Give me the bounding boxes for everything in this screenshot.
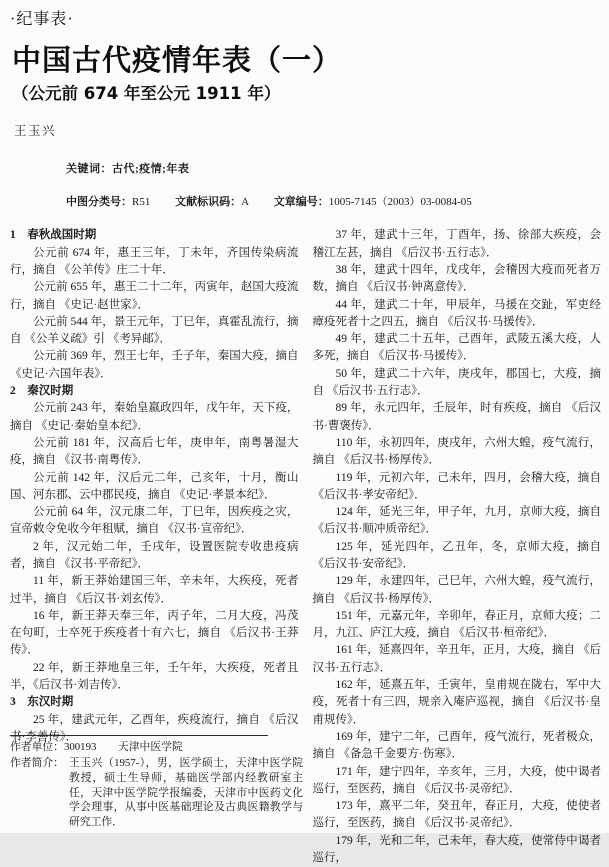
timeline-entry: 44 年，建武二十年，甲辰年，马援在交趾，军吏经瘴疫死者十之四五，摘自 《后汉书·马援传》． xyxy=(312,298,601,328)
timeline-entry: 公元前 243 年，秦始皇嬴政四年，戊午年，天下疫，摘自 《史记·秦始皇本纪》． xyxy=(10,402,299,432)
clc-group xyxy=(66,196,150,208)
timeline-entry: 110 年，永初四年，庚戌年，六州大蝗，疫气流行，摘自 《后汉书·杨厚传》． xyxy=(312,436,601,467)
section-heading: 3 东汉时期 xyxy=(10,696,74,709)
article-id-label: 文章编号： xyxy=(273,196,329,209)
timeline-entry: 161 年，延熹四年，辛丑年，正月，大疫，摘自 《后汉书·五行志》． xyxy=(312,644,601,674)
timeline-entry: 37 年，建武十三年，丁酉年，扬、徐部大疾疫，会稽江左甚，摘自 《后汉书·五行志》． xyxy=(312,229,601,259)
footnote-rule xyxy=(10,735,268,736)
timeline-entry: 179 年，光和二年，己未年，春大疫，使常侍中谒者巡行， xyxy=(312,834,601,865)
timeline-entry: 119 年，元初六年，己未年，四月，会稽大疫，摘自 《后汉书·孝安帝纪》． xyxy=(312,471,601,501)
timeline-entry: 公元前 655 年，惠王二十二年，丙寅年，赵国大疫流行，摘自 《史记·赵世家》． xyxy=(10,281,299,311)
timeline-entry: 公元前 544 年，景王元年，丁巳年，真霍乱流行，摘自 《公羊义疏》引 《考异邮》． xyxy=(10,315,299,346)
timeline-entry: 124 年，延光三年，甲子年，九月，京师大疫，摘自 《后汉书·顺冲质帝纪》． xyxy=(312,506,601,536)
category-mark: ·纪事表· xyxy=(10,11,74,28)
timeline-entry: 50 年，建武二十六年，庚戌年，郡国七，大疫，摘自 《后汉书·五行志》． xyxy=(312,367,601,398)
right-column xyxy=(313,227,602,867)
first-page-footnote xyxy=(10,735,303,830)
timeline-entry: 162 年，延熹五年，壬寅年，皇甫规在陇右，军中大疫，死者十有三四，规亲入庵庐巡视，摘自 《后汉书·皇甫规传》． xyxy=(312,679,601,726)
author-affiliation-line xyxy=(10,740,303,755)
timeline-entry: 公元前 674 年，惠王三年，丁未年，齐国传染病流行，摘自 《公羊传》庄二十年． xyxy=(10,246,299,276)
doc-code-group xyxy=(175,196,249,208)
timeline-entry: 11 年，新王莽始建国三年，辛未年，大疾疫，死者过半，摘自 《后汉书·刘玄传》． xyxy=(10,575,299,605)
affiliation-label: 作者单位： xyxy=(10,741,64,754)
timeline-entry: 38 年，建武十四年，戊戌年，会稽因大疫而死者万数，摘自 《后汉书·钟离意传》． xyxy=(312,263,601,294)
clc-value: R51 xyxy=(132,196,151,209)
timeline-entry: 16 年，新王莽天奉三年，丙子年，二月大疫，冯茂在句町，士卒死于疾疫者十有六七，摘自 《后汉书·王莽传》． xyxy=(10,609,299,657)
article-meta-line xyxy=(66,193,601,209)
keywords-line xyxy=(66,160,601,176)
author-bio-line xyxy=(10,756,303,830)
article-id-value: 1005-7145（2003）03-0084-05 xyxy=(328,196,472,209)
section-heading: 2 秦汉时期 xyxy=(10,385,74,398)
timeline-entry: 22 年，新王莽地皇三年，壬午年，大疾疫，死者且半，《后汉书·刘吉传》． xyxy=(10,661,299,692)
timeline-entry: 173 年，熹平二年，癸丑年，春正月，大疫，使使者巡行，至医药，摘自 《后汉书·灵帝纪》． xyxy=(312,800,601,830)
clc-label: 中图分类号： xyxy=(66,196,132,209)
section-heading: 1 春秋战国时期 xyxy=(10,229,97,242)
article-title: 中国古代疫情年表（一） xyxy=(12,43,343,77)
timeline-entry: 129 年，永建四年，己巳年，六州大蝗，疫气流行，摘自 《后汉书·杨厚传》． xyxy=(312,575,601,605)
timeline-entry: 公元前 64 年，汉元康二年，丁巳年，因疾疫之灾，宣帝敕令免收今年租赋，摘自 《汉书·宣帝纪》． xyxy=(10,506,299,536)
timeline-entry: 公元前 142 年，汉后元二年，己亥年，十月，衡山国、河东郡、云中郡民疫，摘自 《史记·孝景本纪》． xyxy=(10,471,299,501)
bio-label: 作者简介： xyxy=(10,757,64,770)
timeline-entry: 49 年，建武二十五年，己酉年，武陵五溪大疫，人多死，摘自 《后汉书·马援传》． xyxy=(312,333,601,363)
bio-value: 王玉兴（1957-），男，医学硕士，天津中医学院教授，硕士生导师，基础医学部内经教研室主任，天津中医学院学报编委，天津市中医药文化学会理事，从事中医基础理论及古典医籍教学与研究工作． xyxy=(69,757,303,829)
timeline-entry: 公元前 181 年，汉高后七年，庚申年，南粤暑湿大疫，摘自 《汉书·南粤传》． xyxy=(10,436,299,467)
timeline-entry: 169 年，建宁二年，己酉年，疫气流行，死者极众，摘自 《备急千金要方·伤寒》． xyxy=(312,730,601,761)
doc-code-value: A xyxy=(241,196,250,209)
affiliation-value: 300193 天津中医学院 xyxy=(63,741,183,754)
article-id-group xyxy=(274,196,472,208)
keywords-value: 古代;疫情;年表 xyxy=(112,163,190,176)
timeline-entry: 151 年，元嘉元年，辛卯年，春正月，京师大疫；二月，九江、庐江大疫，摘自 《后汉书·桓帝纪》． xyxy=(312,609,601,640)
timeline-entry: 25 年，建武元年，乙酉年，疾疫流行，摘自 《后汉书·李善传》． xyxy=(10,713,299,743)
timeline-entry: 89 年，永元四年，壬辰年，时有疾疫，摘自 《后汉书·曹褒传》． xyxy=(312,402,601,432)
article-subtitle: （公元前 674 年至公元 1911 年） xyxy=(12,84,281,104)
timeline-entry: 171 年，建宁四年，辛亥年，三月，大疫，使中谒者巡行，至医药，摘自 《后汉书·灵帝纪》． xyxy=(312,765,601,795)
timeline-entry: 公元前 369 年，烈王七年，壬子年，秦国大疫，摘自 《史记·六国年表》． xyxy=(10,350,299,380)
timeline-entry: 2 年，汉元始二年，壬戌年，设置医院专收患疫病者，摘自 《汉书·平帝纪》． xyxy=(10,540,299,570)
author-name: 王玉兴 xyxy=(14,124,57,139)
timeline-entry: 125 年，延光四年，乙丑年，冬，京师大疫，摘自 《后汉书·安帝纪》． xyxy=(312,540,601,570)
keywords-label: 关键词： xyxy=(66,163,112,176)
doc-code-label: 文献标识码： xyxy=(175,196,242,209)
